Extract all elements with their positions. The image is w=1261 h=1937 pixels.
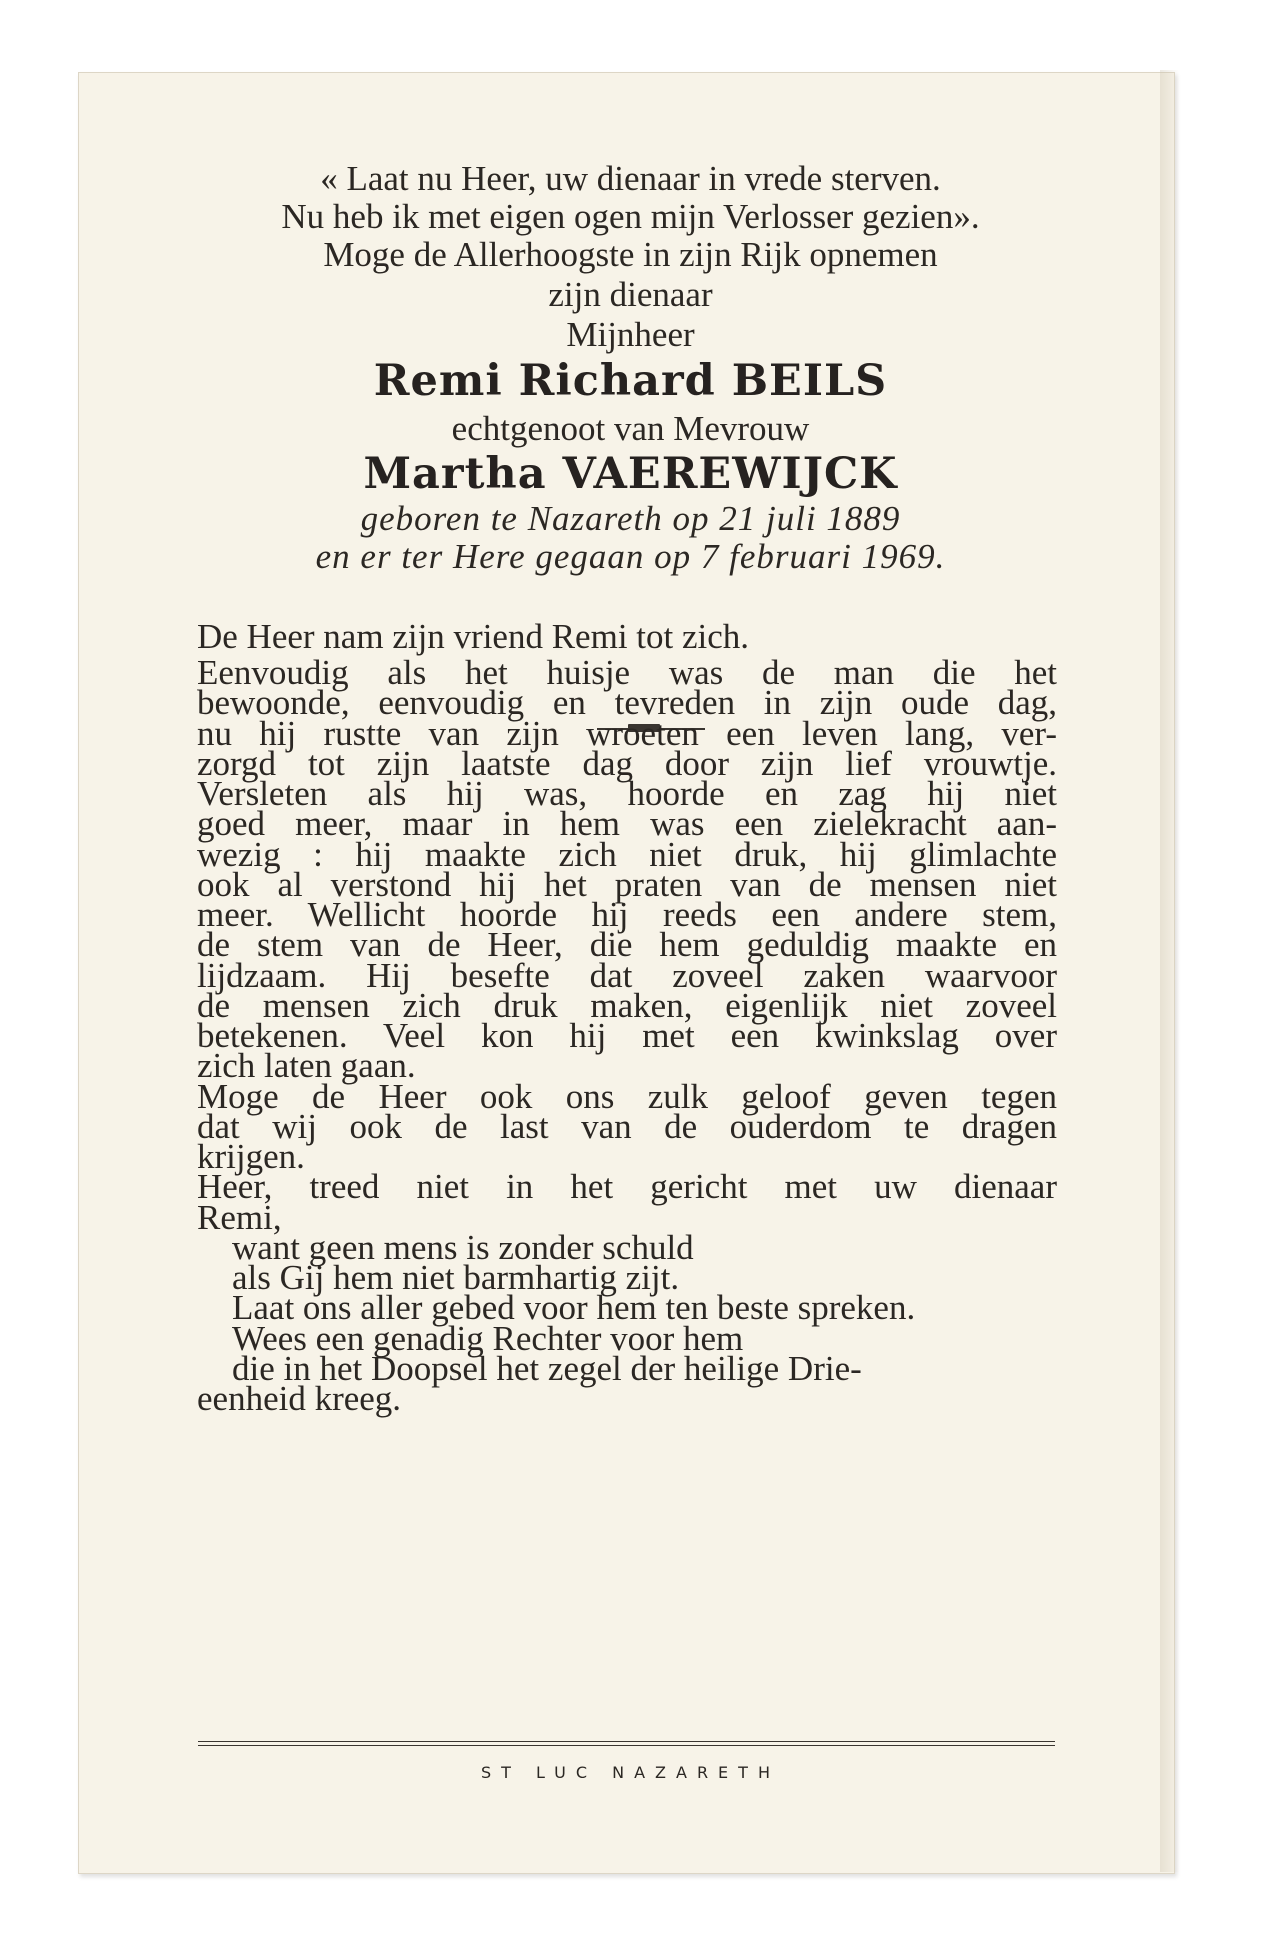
body-line: krijgen. xyxy=(197,1137,305,1176)
footer-rule-top xyxy=(198,1741,1055,1742)
body-line: meer. Wellicht hoorde hij reeds een andere stem, xyxy=(197,895,1057,934)
quote-line-2: Nu heb ik met eigen ogen mijn Verlosser gezien». xyxy=(281,197,980,236)
birth-line: geboren te Nazareth op 21 juli 1889 xyxy=(360,499,901,538)
deceased-name: Remi Richard BEILS xyxy=(373,356,888,406)
body-line: dat wij ook de last van de ouderdom te dragen xyxy=(197,1107,1057,1146)
body-line: de mensen zich druk maken, eigenlijk niet zoveel xyxy=(197,986,1057,1025)
body-line: zich laten gaan. xyxy=(197,1046,416,1085)
death-line: en er ter Here gegaan op 7 februari 1969. xyxy=(315,537,946,576)
servant-line: zijn dienaar xyxy=(548,275,713,314)
footer-rule-bottom xyxy=(198,1745,1055,1746)
spouse-intro: echtgenoot van Mevrouw xyxy=(451,409,810,448)
quote-line-1: « Laat nu Heer, uw dienaar in vrede sterven. xyxy=(320,159,941,198)
body-line: betekenen. Veel kon hij met een kwinkslag over xyxy=(197,1016,1057,1055)
body-line: Heer, treed niet in het gericht met uw dienaar xyxy=(197,1167,1057,1206)
body-line: lijdzaam. Hij besefte dat zoveel zaken waarvoor xyxy=(197,956,1057,995)
body-line: Versleten als hij was, hoorde en zag hij niet xyxy=(197,774,1057,813)
title-line: Mijnheer xyxy=(566,315,695,354)
body-line: bewoonde, eenvoudig en tevreden in zijn oude dag, xyxy=(197,683,1057,722)
body-line: Eenvoudig als het huisje was de man die het xyxy=(197,653,1057,692)
body-line: want geen mens is zonder schuld xyxy=(232,1228,694,1267)
prayer-line: Moge de Allerhoogste in zijn Rijk opnemen xyxy=(323,235,938,274)
body-line: als Gij hem niet barmhartig zijt. xyxy=(232,1258,680,1297)
body-line: Remi, xyxy=(197,1198,282,1237)
body-line: eenheid kreeg. xyxy=(197,1379,402,1418)
spouse-name: Martha VAEREWIJCK xyxy=(363,449,898,499)
body-line: die in het Doopsel het zegel der heilige Drie- xyxy=(232,1349,862,1388)
body-line: de stem van de Heer, die hem geduldig maakte en xyxy=(197,925,1057,964)
printer-imprint: ST LUC NAZARETH xyxy=(481,1763,780,1782)
body-line: wezig : hij maakte zich niet druk, hij glimlachte xyxy=(197,835,1057,874)
body-line: Laat ons aller gebed voor hem ten beste spreken. xyxy=(232,1288,916,1327)
body-line: nu hij rustte van zijn wroeten een leven lang, ver- xyxy=(197,714,1057,753)
body-line: goed meer, maar in hem was een zielekracht aan- xyxy=(197,804,1057,843)
body-line: Moge de Heer ook ons zulk geloof geven tegen xyxy=(197,1077,1057,1116)
body-line: zorgd tot zijn laatste dag door zijn lief vrouwtje. xyxy=(197,744,1057,783)
body-line: Wees een genadig Rechter voor hem xyxy=(232,1319,744,1358)
body-line: De Heer nam zijn vriend Remi tot zich. xyxy=(197,617,750,656)
body-line: ook al verstond hij het praten van de mensen niet xyxy=(197,865,1057,904)
